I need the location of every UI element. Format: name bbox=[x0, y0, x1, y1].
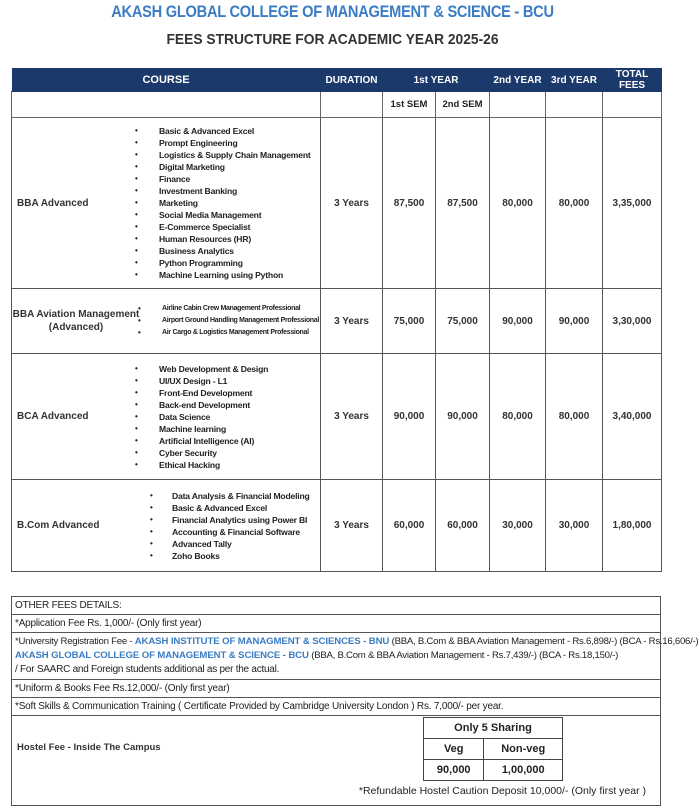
module-item: • Ethical Hacking bbox=[135, 459, 268, 471]
registration-fee bbox=[12, 633, 698, 680]
college-title: AKASH GLOBAL COLLEGE OF MANAGEMENT & SCIENCE - BCU bbox=[111, 2, 554, 21]
column-header-course: COURSE bbox=[12, 69, 321, 92]
hostel-veg-fee: 90,000 bbox=[424, 760, 484, 781]
column-header-second-year: 2nd YEAR bbox=[490, 69, 546, 92]
module-item: • Air Cargo & Logistics Management Professional bbox=[138, 327, 319, 339]
fees-table bbox=[11, 68, 662, 572]
application-fee: *Application Fee Rs. 1,000/- (Only first year) bbox=[12, 615, 660, 633]
module-item: • Back-end Development bbox=[135, 399, 268, 411]
module-item: • Machine learning bbox=[135, 423, 268, 435]
subheader-empty-duration bbox=[321, 92, 383, 118]
duration-cell: 3 Years bbox=[321, 480, 383, 572]
table-row bbox=[12, 480, 662, 572]
module-item: • Python Programming bbox=[135, 257, 311, 269]
table-row bbox=[12, 118, 662, 289]
module-item: • Airport Ground Handling Management Professional bbox=[138, 315, 319, 327]
subheader-empty-year3 bbox=[546, 92, 603, 118]
duration-cell: 3 Years bbox=[321, 354, 383, 480]
table-header-band bbox=[12, 69, 662, 92]
module-item: • Web Development & Design bbox=[135, 363, 268, 375]
total-fee: 3,30,000 bbox=[603, 289, 662, 354]
subheader-first-sem: 1st SEM bbox=[383, 92, 436, 118]
course-name: BCA Advanced bbox=[17, 411, 89, 422]
second-year-fee: 80,000 bbox=[490, 354, 546, 480]
first-sem-fee: 90,000 bbox=[383, 354, 436, 480]
total-fee: 3,35,000 bbox=[603, 118, 662, 289]
module-item: • Basic & Advanced Excel bbox=[150, 502, 310, 514]
registration-bnu-line bbox=[15, 635, 698, 649]
column-header-first-year: 1st YEAR bbox=[383, 69, 490, 92]
total-fee: 1,80,000 bbox=[603, 480, 662, 572]
module-list bbox=[135, 125, 311, 281]
hostel-veg-label: Veg bbox=[424, 739, 484, 760]
hostel-deposit-note: *Refundable Hostel Caution Deposit 10,000/- (Only first year ) bbox=[358, 785, 646, 797]
module-item: • Investment Banking bbox=[135, 185, 311, 197]
module-item: • Logistics & Supply Chain Management bbox=[135, 149, 311, 161]
module-item: • Prompt Engineering bbox=[135, 137, 311, 149]
bcu-fees: (BBA, B.Com & BBA Aviation Management - Rs.7,439/-) (BCA - Rs.18,150/-) bbox=[308, 650, 619, 661]
module-item: • Machine Learning using Python bbox=[135, 269, 311, 281]
module-item: • Finance bbox=[135, 173, 311, 185]
first-sem-fee: 75,000 bbox=[383, 289, 436, 354]
third-year-fee: 80,000 bbox=[546, 354, 603, 480]
bnu-college-name: AKASH INSTITUTE OF MANAGMENT & SCIENCES - BNU bbox=[134, 636, 390, 647]
module-item: • Data Analysis & Financial Modeling bbox=[150, 490, 310, 502]
other-fees-heading: OTHER FEES DETAILS: bbox=[12, 597, 660, 615]
module-item: • Front-End Development bbox=[135, 387, 268, 399]
second-sem-fee: 75,000 bbox=[436, 289, 490, 354]
uniform-books-fee: *Uniform & Books Fee Rs.12,000/- (Only first year) bbox=[12, 680, 660, 698]
course-cell bbox=[12, 480, 321, 572]
fees-structure-title: FEES STRUCTURE FOR ACADEMIC YEAR 2025-26 bbox=[166, 31, 499, 48]
subheader-second-sem: 2nd SEM bbox=[436, 92, 490, 118]
table-subheader-row bbox=[12, 92, 662, 118]
subheader-empty-year2 bbox=[490, 92, 546, 118]
table-row bbox=[12, 289, 662, 354]
module-list bbox=[138, 303, 319, 339]
module-item: • Data Science bbox=[135, 411, 268, 423]
hostel-nonveg-fee: 1,00,000 bbox=[484, 760, 563, 781]
module-item: • Human Resources (HR) bbox=[135, 233, 311, 245]
course-name: BBA Advanced bbox=[17, 197, 89, 209]
table-row bbox=[12, 354, 662, 480]
course-cell bbox=[12, 289, 321, 354]
hostel-nonveg-label: Non-veg bbox=[484, 739, 563, 760]
course-name: BBA Aviation Management (Advanced) bbox=[12, 309, 140, 333]
second-sem-fee: 90,000 bbox=[436, 354, 490, 480]
third-year-fee: 30,000 bbox=[546, 480, 603, 572]
first-sem-fee: 60,000 bbox=[383, 480, 436, 572]
hostel-fee-section bbox=[12, 716, 660, 804]
third-year-fee: 90,000 bbox=[546, 289, 603, 354]
module-list bbox=[135, 363, 268, 471]
course-cell bbox=[12, 118, 321, 289]
second-year-fee: 80,000 bbox=[490, 118, 546, 289]
second-year-fee: 90,000 bbox=[490, 289, 546, 354]
subheader-empty-total bbox=[603, 92, 662, 118]
module-item: • Accounting & Financial Software bbox=[150, 526, 310, 538]
second-sem-fee: 60,000 bbox=[436, 480, 490, 572]
course-name: B.Com Advanced bbox=[17, 520, 100, 531]
column-header-third-year: 3rd YEAR bbox=[546, 69, 603, 92]
registration-label: *University Registration Fee - bbox=[15, 636, 135, 647]
second-year-fee: 30,000 bbox=[490, 480, 546, 572]
column-header-duration: DURATION bbox=[321, 69, 383, 92]
module-item: • Business Analytics bbox=[135, 245, 311, 257]
column-header-total-fees: TOTAL FEES bbox=[603, 69, 662, 92]
saarc-note: / For SAARC and Foreign students additional as per the actual. bbox=[15, 664, 280, 675]
module-item: • Financial Analytics using Power BI bbox=[150, 514, 310, 526]
course-cell bbox=[12, 354, 321, 480]
module-item: • UI/UX Design - L1 bbox=[135, 375, 268, 387]
module-item: • Advanced Tally bbox=[150, 538, 310, 550]
hostel-fee-table bbox=[423, 717, 563, 781]
subheader-empty-course bbox=[12, 92, 321, 118]
module-item: • Zoho Books bbox=[150, 550, 310, 562]
module-item: • Social Media Management bbox=[135, 209, 311, 221]
module-item: • Cyber Security bbox=[135, 447, 268, 459]
third-year-fee: 80,000 bbox=[546, 118, 603, 289]
bcu-college-name: AKASH GLOBAL COLLEGE OF MANAGEMENT & SCIENCE - BCU bbox=[15, 650, 309, 661]
duration-cell: 3 Years bbox=[321, 289, 383, 354]
soft-skills-fee: *Soft Skills & Communication Training ( Certificate Provided by Cambridge University London ) Rs. 7,000/- per year. bbox=[12, 698, 660, 716]
bnu-fees: (BBA, B.Com & BBA Aviation Management - Rs.6,898/-) (BCA - Rs.16,606/-) bbox=[389, 636, 698, 647]
total-fee: 3,40,000 bbox=[603, 354, 662, 480]
other-fees-section bbox=[11, 596, 698, 806]
first-sem-fee: 87,500 bbox=[383, 118, 436, 289]
module-item: • Basic & Advanced Excel bbox=[135, 125, 311, 137]
hostel-sharing-header: Only 5 Sharing bbox=[424, 718, 563, 739]
duration-cell: 3 Years bbox=[321, 118, 383, 289]
second-sem-fee: 87,500 bbox=[436, 118, 490, 289]
module-list bbox=[150, 490, 310, 562]
module-item: • E-Commerce Specialist bbox=[135, 221, 311, 233]
module-item: • Airline Cabin Crew Management Professional bbox=[138, 303, 319, 315]
hostel-fee-label: Hostel Fee - Inside The Campus bbox=[17, 742, 161, 753]
module-item: • Marketing bbox=[135, 197, 311, 209]
module-item: • Artificial Intelligence (AI) bbox=[135, 435, 268, 447]
registration-bcu-line bbox=[15, 649, 657, 663]
module-item: • Digital Marketing bbox=[135, 161, 311, 173]
